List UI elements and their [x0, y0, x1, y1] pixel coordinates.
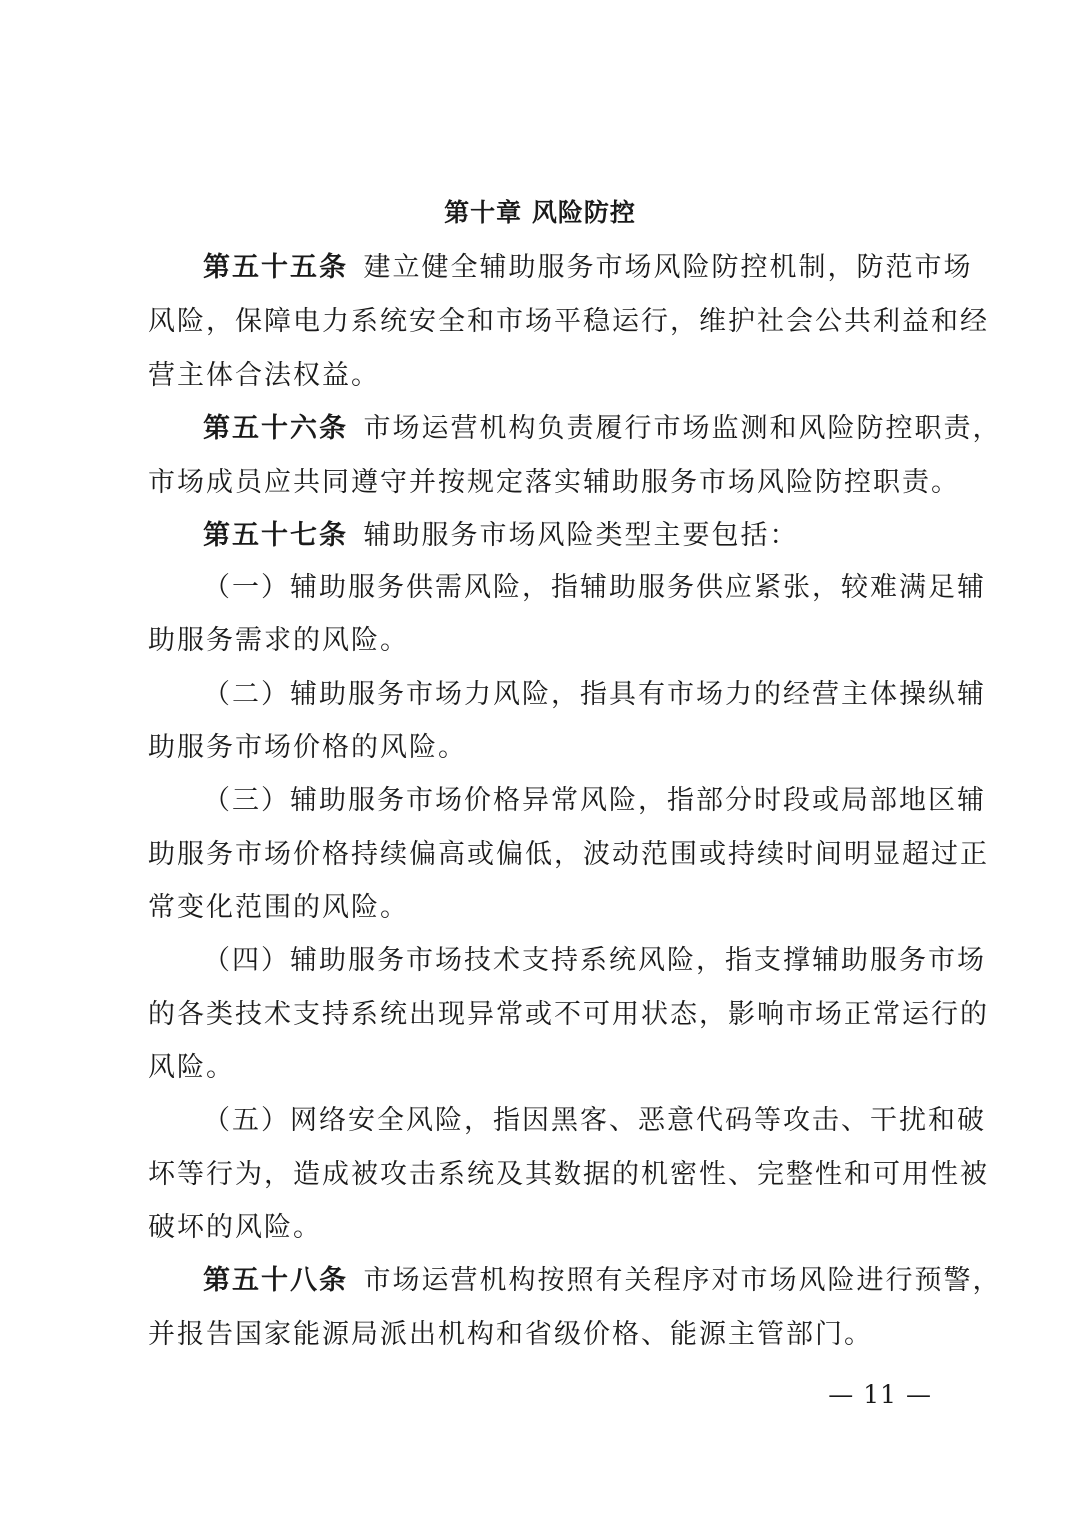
item-3-line-2: 助服务市场价格持续偏高或偏低，波动范围或持续时间明显超过正: [148, 839, 989, 870]
article-number: 第五十五条: [203, 252, 348, 283]
item-2-line-2: 助服务市场价格的风险。: [148, 732, 467, 763]
item-5-line-1: （五）网络安全风险，指因黑客、恶意代码等攻击、干扰和破: [203, 1105, 986, 1136]
item-4-line-2: 的各类技术支持系统出现异常或不可用状态，影响市场正常运行的: [148, 999, 989, 1030]
article-text: 建立健全辅助服务市场风险防控机制，防范市场: [363, 252, 973, 283]
article-56-line-1: [203, 409, 1002, 449]
article-55-line-2: 风险，保障电力系统安全和市场平稳运行，维护社会公共利益和经: [148, 306, 989, 337]
item-5-line-2: 坏等行为，造成被攻击系统及其数据的机密性、完整性和可用性被: [148, 1159, 989, 1190]
article-55-line-1: [203, 248, 973, 288]
article-number: 第五十七条: [203, 520, 348, 551]
item-2-line-1: （二）辅助服务市场力风险，指具有市场力的经营主体操纵辅: [203, 679, 986, 710]
article-58-line-1: [203, 1261, 1002, 1301]
item-1-line-2: 助服务需求的风险。: [148, 625, 409, 656]
chapter-title: 第十章 风险防控: [444, 198, 636, 227]
article-58-line-2: 并报告国家能源局派出机构和省级价格、能源主管部门。: [148, 1319, 873, 1350]
item-4-line-3: 风险。: [148, 1052, 235, 1083]
article-number: 第五十六条: [203, 413, 348, 444]
item-3-line-3: 常变化范围的风险。: [148, 892, 409, 923]
item-5-line-3: 破坏的风险。: [148, 1212, 322, 1243]
article-56-line-2: 市场成员应共同遵守并按规定落实辅助服务市场风险防控职责。: [148, 467, 960, 498]
article-57-line-1: [203, 516, 932, 556]
article-text: 市场运营机构负责履行市场监测和风险防控职责，: [363, 413, 1002, 444]
item-3-line-1: （三）辅助服务市场价格异常风险，指部分时段或局部地区辅: [203, 785, 986, 816]
article-text: 辅助服务市场风险类型主要包括：: [363, 520, 799, 551]
article-55-line-3: 营主体合法权益。: [148, 360, 380, 391]
item-4-line-1: （四）辅助服务市场技术支持系统风险，指支撑辅助服务市场: [203, 945, 986, 976]
item-1-line-1: （一）辅助服务供需风险，指辅助服务供应紧张，较难满足辅: [203, 572, 986, 603]
page-number: — 11 —: [828, 1380, 932, 1409]
article-number: 第五十八条: [203, 1265, 348, 1296]
article-text: 市场运营机构按照有关程序对市场风险进行预警，: [363, 1265, 1002, 1296]
